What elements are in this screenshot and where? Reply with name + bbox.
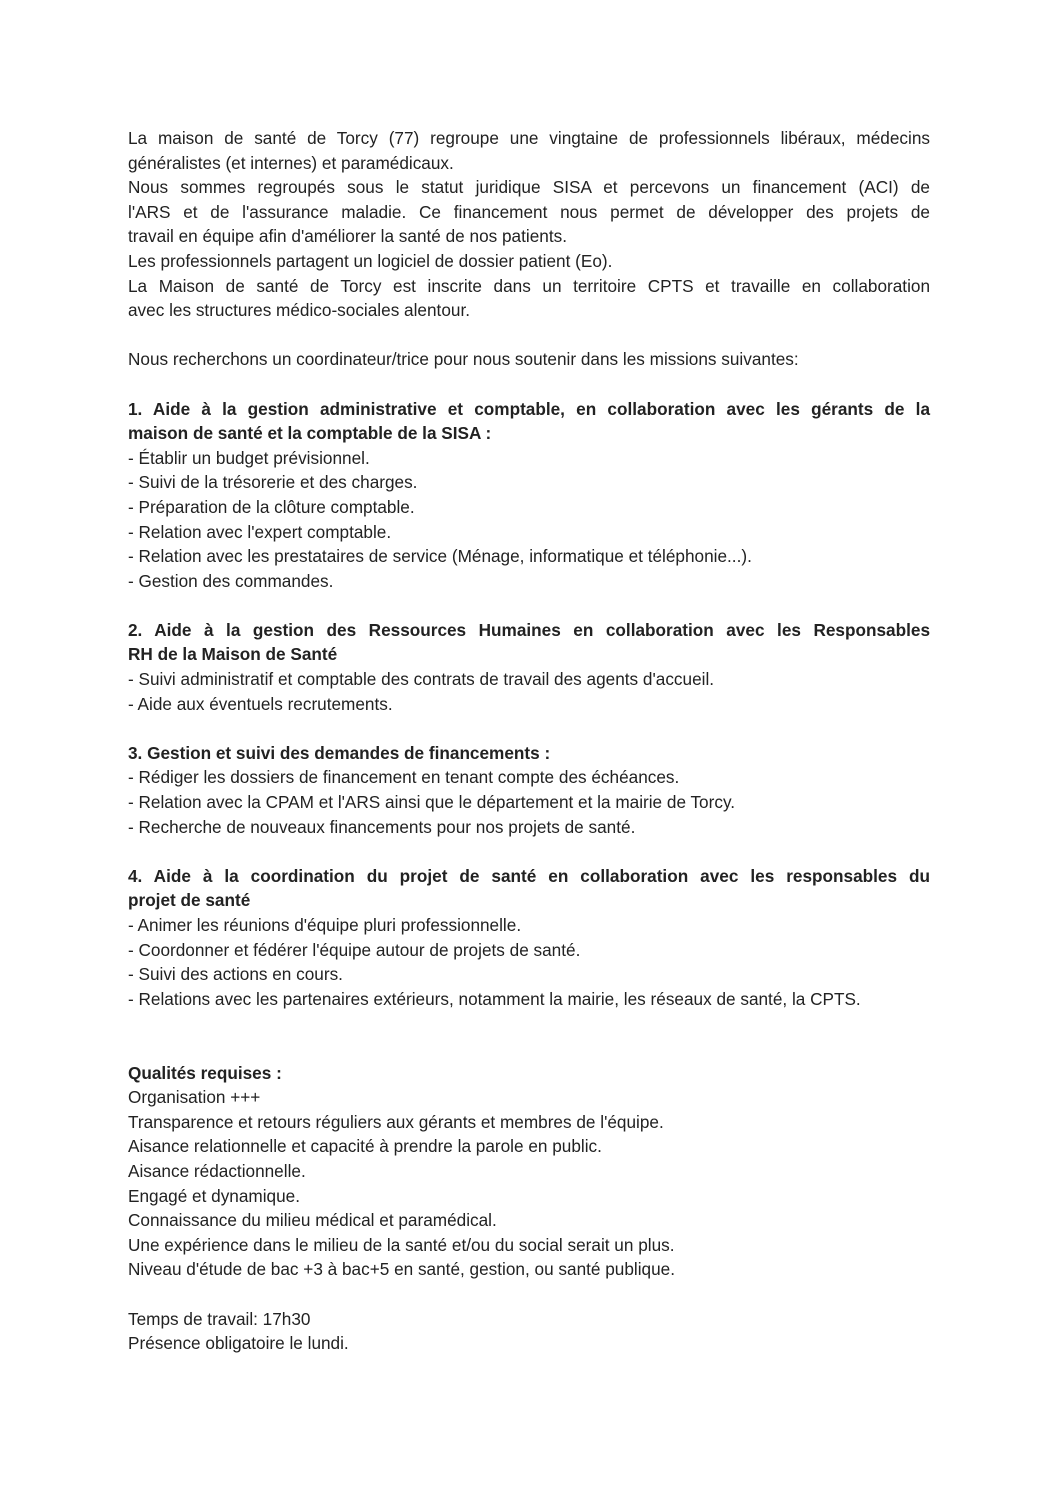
work-conditions <box>128 1307 930 1356</box>
mission-title: 3. Gestion et suivi des demandes de financements : <box>128 742 551 763</box>
mission-title: 4. Aide à la coordination du projet de santé en collaboration avec les responsables du <box>128 865 930 886</box>
quality-item: Connaissance du milieu médical et paramédical. <box>128 1210 497 1231</box>
mission-title: maison de santé et la comptable de la SISA : <box>128 423 492 444</box>
mission-title: 1. Aide à la gestion administrative et comptable, en collaboration avec les gérants de la <box>128 398 930 419</box>
quality-item: Aisance relationnelle et capacité à prendre la parole en public. <box>128 1136 602 1157</box>
mission-item: - Suivi administratif et comptable des contrats de travail des agents d'accueil. <box>128 669 715 690</box>
mission-item: - Relation avec la CPAM et l'ARS ainsi que le département et la mairie de Torcy. <box>128 792 736 813</box>
intro-line: La Maison de santé de Torcy est inscrite dans un territoire CPTS et travaille en collaboration <box>128 275 930 296</box>
search-paragraph: Nous recherchons un coordinateur/trice pour nous soutenir dans les missions suivantes: <box>128 349 799 370</box>
mission-item: - Gestion des commandes. <box>128 570 334 591</box>
mission-item: - Animer les réunions d'équipe pluri professionnelle. <box>128 915 522 935</box>
mission-title: 2. Aide à la gestion des Ressources Humaines en collaboration avec les Responsables <box>128 619 930 640</box>
intro-paragraph <box>128 126 930 323</box>
quality-item: Engagé et dynamique. <box>128 1185 301 1206</box>
mission-item: - Relations avec les partenaires extérieurs, notamment la mairie, les réseaux de santé, la CPTS. <box>128 988 861 1009</box>
quality-item: Aisance rédactionnelle. <box>128 1160 306 1181</box>
mission-section-4 <box>128 864 930 1012</box>
intro-line: Nous sommes regroupés sous le statut juridique SISA et percevons un financement (ACI) de <box>128 177 930 198</box>
mission-section-1 <box>128 397 930 594</box>
mission-title: projet de santé <box>128 890 251 911</box>
intro-line: avec les structures médico-sociales alentour. <box>128 300 470 321</box>
mission-item: - Aide aux éventuels recrutements. <box>128 693 393 714</box>
mission-section-3 <box>128 741 930 839</box>
intro-line: La maison de santé de Torcy (77) regroupe une vingtaine de professionnels libéraux, médecins <box>128 128 930 148</box>
mission-item: - Recherche de nouveaux financements pour nos projets de santé. <box>128 816 636 837</box>
quality-item: Niveau d'étude de bac +3 à bac+5 en santé, gestion, ou santé publique. <box>128 1259 676 1280</box>
quality-item: Organisation +++ <box>128 1087 261 1108</box>
mission-item: - Préparation de la clôture comptable. <box>128 496 415 517</box>
mission-section-2 <box>128 618 930 716</box>
intro-line: l'ARS et de l'assurance maladie. Ce financement nous permet de développer des projets de <box>128 201 930 222</box>
document-page <box>128 126 930 1356</box>
work-time: Temps de travail: 17h30 <box>128 1308 311 1329</box>
mission-item: - Établir un budget prévisionnel. <box>128 447 370 468</box>
work-presence: Présence obligatoire le lundi. <box>128 1333 349 1354</box>
intro-line: généralistes (et internes) et paramédicaux. <box>128 152 454 173</box>
mission-item: - Coordonner et fédérer l'équipe autour de projets de santé. <box>128 939 581 960</box>
mission-item: - Rédiger les dossiers de financement en tenant compte des échéances. <box>128 767 680 788</box>
mission-item: - Relation avec l'expert comptable. <box>128 521 392 542</box>
quality-item: Une expérience dans le milieu de la santé et/ou du social serait un plus. <box>128 1234 675 1255</box>
quality-item: Transparence et retours réguliers aux gérants et membres de l'équipe. <box>128 1111 664 1132</box>
qualities-title: Qualités requises : <box>128 1062 282 1083</box>
qualities-section <box>128 1061 930 1282</box>
intro-line: Les professionnels partagent un logiciel de dossier patient (Eo). <box>128 250 613 271</box>
mission-item: - Relation avec les prestataires de service (Ménage, informatique et téléphonie...). <box>128 546 752 567</box>
mission-item: - Suivi des actions en cours. <box>128 964 343 985</box>
mission-title: RH de la Maison de Santé <box>128 644 338 665</box>
mission-item: - Suivi de la trésorerie et des charges. <box>128 472 418 493</box>
intro-line: travail en équipe afin d'améliorer la santé de nos patients. <box>128 226 567 247</box>
